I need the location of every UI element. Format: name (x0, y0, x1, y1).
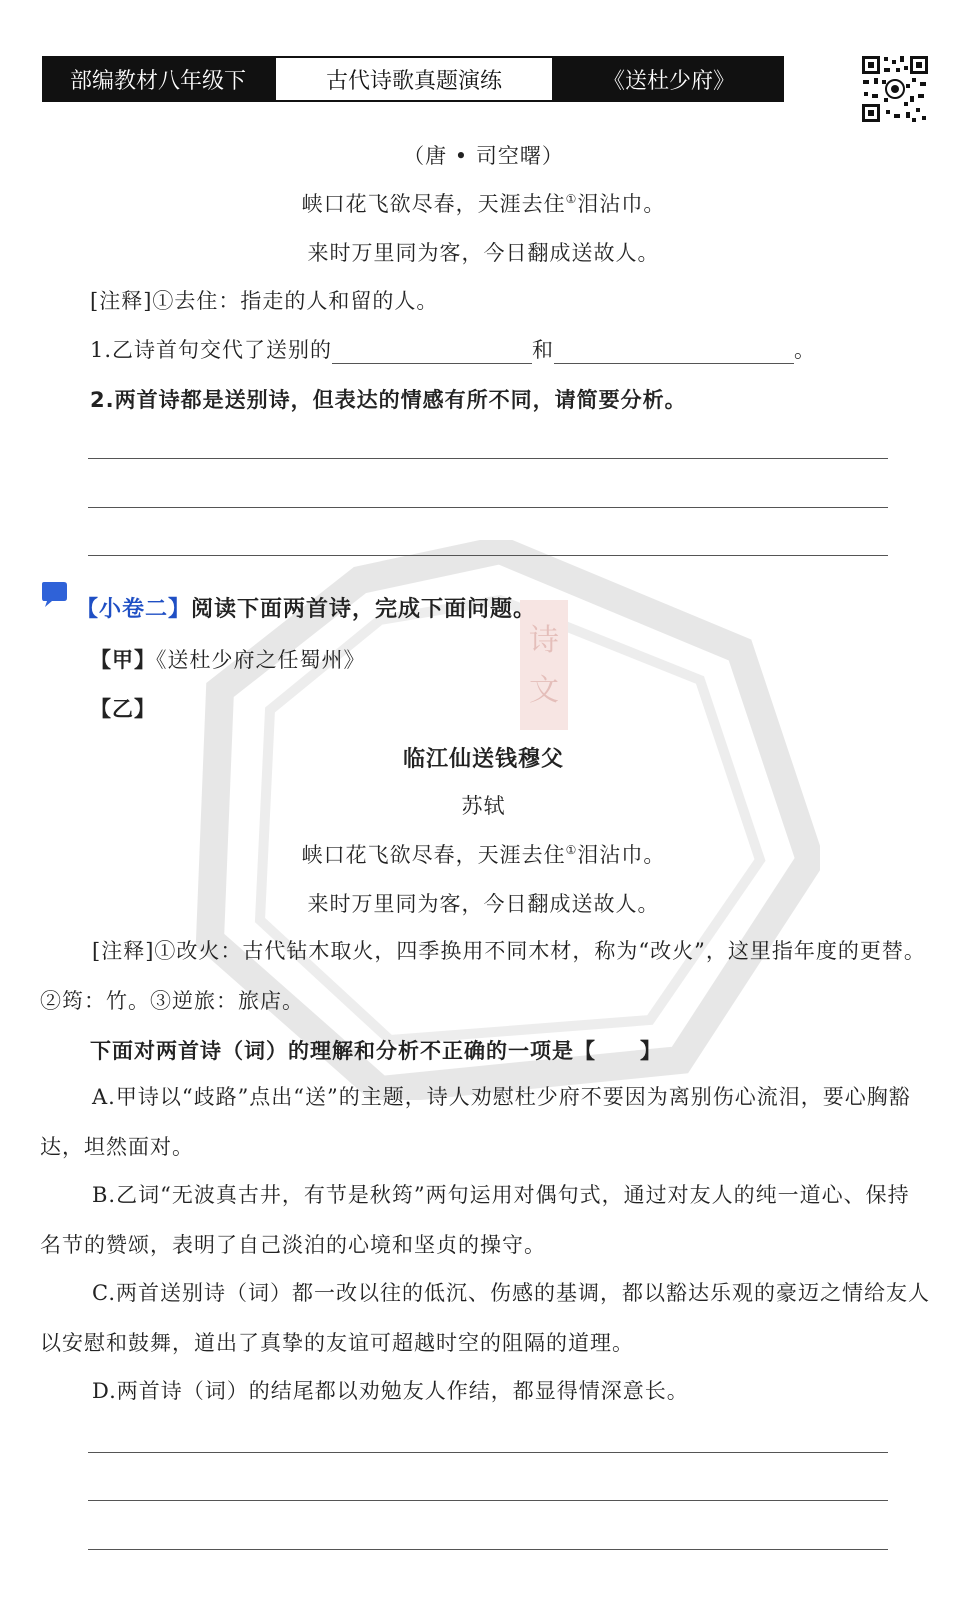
header-grade: 部编教材八年级下 (42, 56, 274, 102)
poem2-line2: 来时万里同为客，今日翻成送故人。 (307, 892, 660, 916)
poem1-line2: 来时万里同为客，今日翻成送故人。 (307, 241, 660, 265)
question-2: 2.两首诗都是送别诗，但表达的情感有所不同，请简要分析。 (90, 388, 687, 412)
option-b[interactable]: B.乙词“无波真古井，有节是秋筠”两句运用对偶句式，通过对友人的纯一道心、保持名节的赞颂，表明了自己淡泊的心境和坚贞的操守。 (40, 1183, 910, 1257)
answer-blank-1[interactable] (332, 341, 532, 364)
answer-line-1[interactable] (88, 458, 888, 459)
answer-line-3[interactable] (88, 555, 888, 556)
option-a[interactable]: A.甲诗以“歧路”点出“送”的主题，诗人劝慰杜少府不要因为离别伤心流泪，要心胸豁达，坦然面对。 (40, 1085, 911, 1159)
poem2-author: 苏轼 (461, 794, 506, 818)
note1: [注释]①去住：指走的人和留的人。 (90, 289, 439, 313)
header-topic: 古代诗歌真题演练 (274, 56, 554, 102)
answer-blank-2[interactable] (554, 341, 794, 364)
answer-line-2[interactable] (88, 507, 888, 508)
answer-line-5[interactable] (88, 1500, 888, 1501)
question-3: 下面对两首诗（词）的理解和分析不正确的一项是【 】 (90, 1039, 662, 1063)
option-c[interactable]: C.两首送别诗（词）都一改以往的低沉、伤感的基调，都以豁达乐观的豪迈之情给友人以安慰和鼓舞，道出了真挚的友谊可超越时空的阻隔的道理。 (40, 1281, 930, 1355)
option-d[interactable]: D.两首诗（词）的结尾都以劝勉友人作结，都显得情深意长。 (92, 1379, 689, 1403)
poem-yi-label: 【乙】 (90, 697, 156, 721)
question-1: 1.乙诗首句交代了送别的 和 。 (90, 338, 817, 362)
watermark-char-2: 文 (529, 673, 559, 708)
poem1-line1: 峡口花飞欲尽春，天涯去住①泪沾巾。 (301, 192, 666, 216)
watermark-char-1: 诗 (529, 623, 559, 658)
section2-heading: 【小卷二】阅读下面两首诗，完成下面问题。 (76, 597, 537, 622)
poem2-title: 临江仙送钱穆父 (402, 747, 564, 772)
poem-jia: 【甲】《送杜少府之任蜀州》 (90, 648, 366, 672)
answer-line-6[interactable] (88, 1549, 888, 1550)
answer-line-4[interactable] (88, 1452, 888, 1453)
header-title: 《送杜少府》 (554, 56, 784, 102)
poem1-author: （唐 • 司空曙） (403, 144, 564, 168)
bookmark-icon (40, 580, 70, 610)
poem2-line1: 峡口花飞欲尽春，天涯去住①泪沾巾。 (301, 843, 666, 867)
note2: [注释]①改火：古代钻木取火，四季换用不同木材，称为“改火”，这里指年度的更替。②筠：竹。③逆旅：旅店。 (40, 939, 926, 1013)
qr-code-icon (860, 54, 930, 124)
